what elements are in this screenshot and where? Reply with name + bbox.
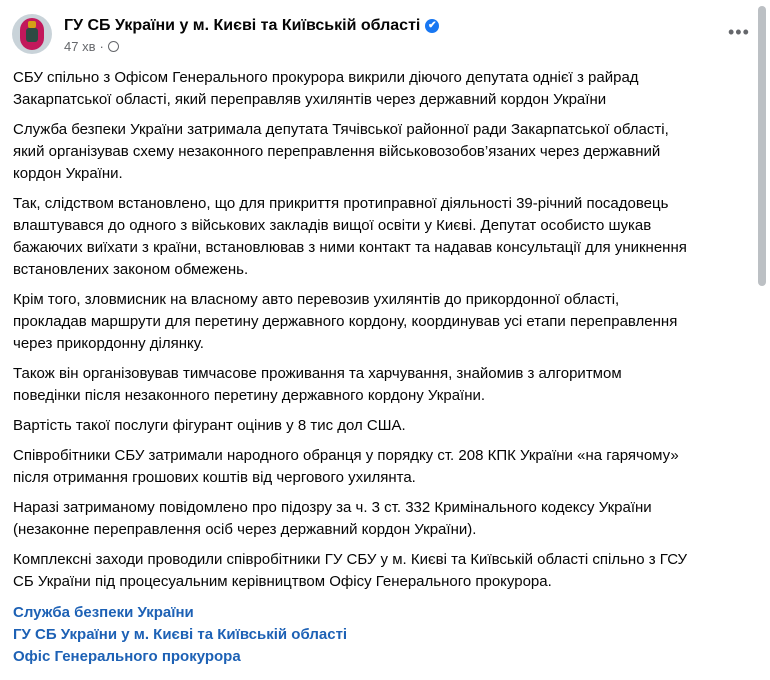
text-line: кордон України. bbox=[13, 165, 123, 182]
post-time[interactable]: 47 хв bbox=[64, 39, 96, 54]
text-line: прокладав маршрути для перетину державного кордону, координував усі етапи переправлення bbox=[13, 313, 678, 330]
post-links bbox=[13, 602, 347, 668]
text-line: Вартість такої послуги фігурант оцінив у 8 тис дол США. bbox=[13, 417, 406, 434]
text-line: влаштувався до одного з військових закладів вищої освіти у Києві. Депутат особисто шукав bbox=[13, 217, 652, 234]
text-line: який організував схему незаконного переправлення військовозобов’язаних через державний bbox=[13, 143, 661, 160]
paragraph bbox=[13, 193, 758, 281]
link-gu-sbu-kyiv[interactable]: ГУ СБ України у м. Києві та Київській області bbox=[13, 626, 348, 643]
text-line: Служба безпеки України затримала депутата Тячівської районної ради Закарпатської області, bbox=[13, 121, 669, 138]
text-line: Так, слідством встановлено, що для прикриття протиправної діяльності 39-річний посадовець bbox=[13, 195, 669, 212]
paragraph bbox=[13, 445, 758, 489]
text-line: встановлених законом обмежень. bbox=[13, 261, 249, 278]
text-line: Співробітники СБУ затримали народного обранця у порядку ст. 208 КПК України «на гарячому» bbox=[13, 447, 679, 464]
more-options-button[interactable]: ••• bbox=[728, 22, 750, 42]
text-line: Також він організовував тимчасове проживання та харчування, знайомив з алгоритмом bbox=[13, 365, 622, 382]
paragraph bbox=[13, 415, 758, 437]
paragraph bbox=[13, 363, 758, 407]
text-line: Наразі затриманому повідомлено про підозру за ч. 3 ст. 332 Кримінального кодексу України bbox=[13, 499, 652, 516]
author-name[interactable]: ГУ СБ України у м. Києві та Київській області bbox=[64, 17, 421, 34]
text-line: (незаконне переправлення осіб через державний кордон України). bbox=[13, 521, 477, 538]
text-line: Крім того, зловмисник на власному авто перевозив ухилянтів до прикордонної області, bbox=[13, 291, 620, 308]
verified-badge-icon: ✔ bbox=[425, 19, 439, 33]
text-line: СБУ спільно з Офісом Генерального прокурора викрили діючого депутата однієї з райрад bbox=[13, 69, 639, 86]
page-avatar[interactable] bbox=[12, 14, 52, 54]
text-line: бажаючих виїхати з країни, встановлював з ними контакт та надавав консультації для уникнення bbox=[13, 239, 687, 256]
paragraph bbox=[13, 549, 758, 593]
paragraph bbox=[13, 67, 758, 111]
text-line: Комплексні заходи проводили співробітники ГУ СБУ у м. Києві та Київській області спільно з ГСУ bbox=[13, 551, 688, 568]
separator: · bbox=[99, 39, 104, 54]
post-text bbox=[13, 67, 758, 601]
globe-icon bbox=[108, 41, 119, 52]
scrollbar[interactable] bbox=[758, 6, 766, 286]
text-line: після отримання грошових коштів від чергового ухилянта. bbox=[13, 469, 416, 486]
text-line: СБ України під процесуальним керівництвом Офісу Генерального прокурора. bbox=[13, 573, 552, 590]
text-line: через прикордонну ділянку. bbox=[13, 335, 204, 352]
link-prosecutor-office[interactable]: Офіс Генерального прокурора bbox=[13, 648, 241, 665]
text-line: поведінки після незаконного перетину державного кордону України. bbox=[13, 387, 486, 404]
text-line: Закарпатської області, який переправляв ухилянтів через державний кордон України bbox=[13, 91, 607, 108]
paragraph bbox=[13, 119, 758, 185]
post-header bbox=[12, 12, 439, 58]
paragraph bbox=[13, 289, 758, 355]
link-sbu[interactable]: Служба безпеки України bbox=[13, 604, 194, 621]
paragraph bbox=[13, 497, 758, 541]
